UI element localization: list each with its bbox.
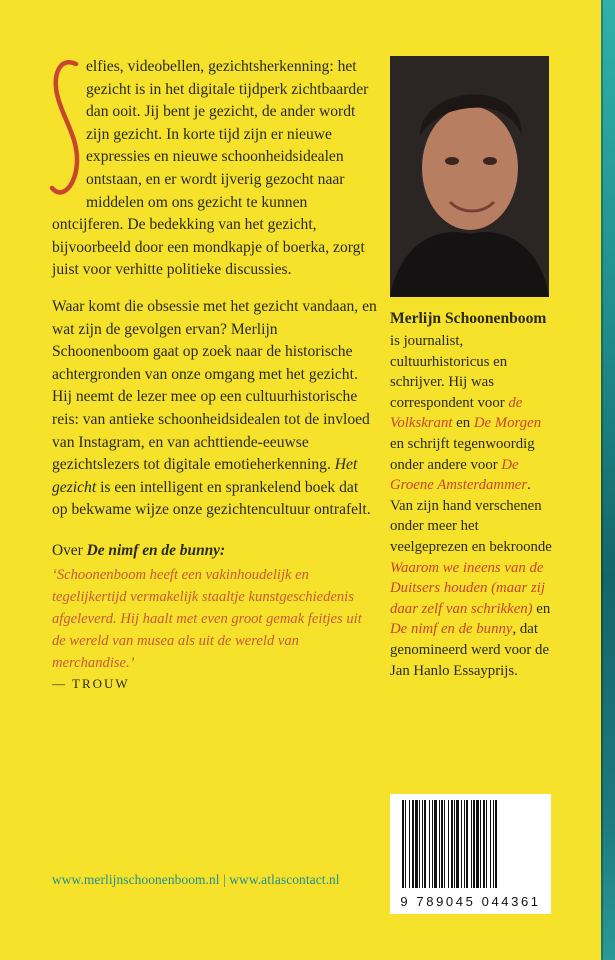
barcode-bar	[439, 800, 440, 888]
barcode-bar	[461, 800, 462, 888]
intro-paragraph	[52, 56, 377, 282]
barcode-bar	[456, 800, 459, 888]
isbn-barcode	[390, 794, 551, 914]
description-paragraph	[52, 296, 377, 522]
barcode-bar	[471, 800, 472, 888]
book-title-inline: Het gezicht	[52, 456, 358, 496]
barcode-bar	[486, 800, 487, 888]
review-quote: ‘Schoonenboom heeft een vakinhoudelijk en tegelijkertijd vermakelijk staaltje kunstgeschiedenis afgeleverd. Hij haalt met even groot gemak feitjes uit de wereld van musea als uit de wereld van merchandise.’	[52, 566, 362, 671]
intro-text: elfies, videobellen, gezichtsherkenning: het gezicht is in het digitale tijdperk zichtbaarder dan ooit. Jij bent je gezicht, de ander wordt zijn gezicht. In korte tijd zijn er nieuwe expressies en nieuwe schoonheidsidealen ontstaan, en er wordt ijverig gezocht naar middelen om ons gezicht te kunnen ontcijferen. De bedekking van het gezicht, bijvoorbeeld door een mondkapje of boerka, zorgt juist voor verhitte politieke discussies.	[52, 58, 369, 279]
bio-part: . Van zijn hand verschenen onder meer het veelgeprezen en bekroonde	[390, 477, 552, 555]
barcode-bar	[441, 800, 443, 888]
bio-publication: de Volkskrant	[390, 394, 523, 432]
barcode-bar	[444, 800, 445, 888]
isbn-number: 9 789045 044361	[400, 894, 541, 909]
barcode-bar	[415, 800, 418, 888]
barcode-bar	[432, 800, 433, 888]
barcode-bar	[402, 800, 404, 888]
barcode-bar	[424, 800, 426, 888]
bio-book-title: Waarom we ineens van de Duitsers houden (maar zij daar zelf van schrikken)	[390, 559, 545, 617]
review-source: — TROUW	[52, 675, 130, 691]
barcode-bar	[483, 800, 485, 888]
bio-publication: De Groene Amsterdammer	[390, 456, 528, 494]
barcode-bar	[419, 800, 420, 888]
barcode-bar	[448, 800, 449, 888]
barcode-bar	[466, 800, 468, 888]
review-prefix: Over	[52, 541, 87, 559]
author-bio-text	[390, 331, 555, 681]
bio-part: en	[532, 600, 551, 617]
author-name: Merlijn Schoonenboom	[390, 310, 547, 327]
barcode-bar	[464, 800, 465, 888]
barcode-bar	[480, 800, 481, 888]
description-text-after: is een intelligent en sprankelend boek dat op bekwame wijze onze gezichtencultuur ontrafelt.	[52, 478, 371, 519]
bio-publication: De Morgen	[473, 415, 542, 432]
barcode-bar	[476, 800, 479, 888]
barcode-bar	[451, 800, 453, 888]
author-bio	[390, 309, 555, 681]
book-spine-edge	[601, 0, 615, 960]
bio-part: is journalist, cultuurhistoricus en schrijver. Hij was correspondent voor	[390, 333, 509, 411]
barcode-bar	[454, 800, 455, 888]
bio-part: en	[452, 415, 474, 432]
bio-part: , dat genomineerd werd voor de Jan Hanlo Essayprijs.	[390, 621, 550, 679]
barcode-bar	[429, 800, 430, 888]
barcode-bar	[493, 800, 494, 888]
barcode-bar	[422, 800, 423, 888]
website-links: www.merlijnschoonenboom.nl | www.atlascontact.nl	[52, 872, 340, 887]
author-photo	[390, 56, 549, 297]
barcode-bar	[409, 800, 410, 888]
back-cover-blurb	[52, 56, 377, 692]
dropcap-s	[52, 58, 78, 200]
barcode-bar	[434, 800, 437, 888]
bio-book-title: De nimf en de bunny	[390, 621, 513, 638]
review-book-title: De nimf en de bunny:	[86, 541, 226, 559]
barcode-bar	[412, 800, 414, 888]
barcode-bar	[495, 800, 497, 888]
bio-part: en schrijft tegenwoordig onder andere voor	[390, 435, 535, 473]
barcode-bar	[473, 800, 475, 888]
description-text-before: Waar komt die obsessie met het gezicht vandaan, en wat zijn de gevolgen ervan? Merlijn Schoonenboom gaat op zoek naar de historische achtergronden van onze omgang met het gezicht. Hij neemt de lezer mee op een cultuurhistorische reis: van antieke schoonheidsidealen tot de invloed van Instagram, en van achttiende-eeuwse gezichtslezers tot digitale emotieherkenning.	[52, 297, 377, 474]
review-heading	[52, 540, 377, 562]
barcode-bars	[390, 794, 551, 894]
barcode-bar	[405, 800, 406, 888]
barcode-bar	[490, 800, 491, 888]
